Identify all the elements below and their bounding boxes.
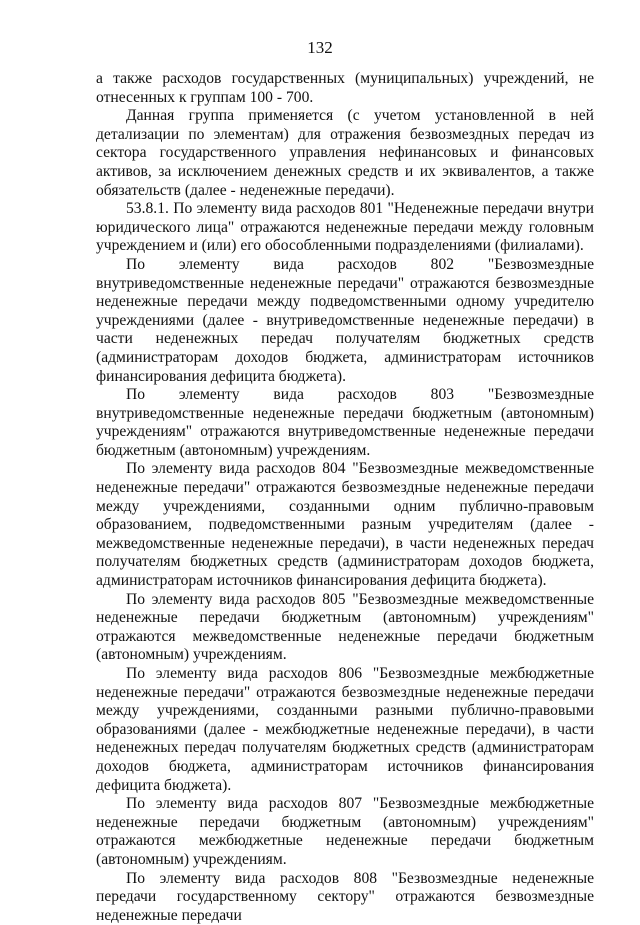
paragraph-804: По элементу вида расходов 804 "Безвозмездные межведомственные неденежные передачи" отражаются безвозмездные неденежные передачи между учреждениями, созданными одним публично-правовым образованием, подведомственными разным учредителям (далее - межведомственные неденежные передачи), в части неденежных передач получателям бюджетных средств (администраторам доходов бюджета, администраторам источников финансирования дефицита бюджета).: [96, 460, 594, 590]
paragraph-802: По элементу вида расходов 802 "Безвозмездные внутриведомственные неденежные передачи" отражаются безвозмездные неденежные передачи между подведомственными одному учредителю учреждениями (далее - внутриведомственные неденежные передачи) в части неденежных передач получателям бюджетных средств (администраторам доходов бюджета, администраторам источников финансирования дефицита бюджета).: [96, 255, 594, 385]
paragraph-806: По элементу вида расходов 806 "Безвозмездные межбюджетные неденежные передачи" отражаются безвозмездные неденежные передачи между учреждениями, созданными разными публично-правовыми образованиями (далее - межбюджетные неденежные передачи), в части неденежных передач получателям бюджетных средств (администраторам доходов бюджета, администраторам источников финансирования дефицита бюджета).: [96, 665, 594, 794]
document-body: [96, 70, 594, 925]
paragraph-803: По элементу вида расходов 803 "Безвозмездные внутриведомственные неденежные передачи бюджетным (автономным) учреждениям" отражаются внутриведомственные неденежные передачи бюджетным (автономным) учреждениям.: [96, 386, 594, 459]
paragraph-808: По элементу вида расходов 808 "Безвозмездные неденежные передачи государственному сектору" отражаются безвозмездные неденежные передачи: [96, 869, 594, 924]
page-number: 132: [307, 38, 333, 57]
paragraph-continuation: а также расходов государственных (муниципальных) учреждений, не отнесенных к группам 100 - 700.: [96, 70, 594, 106]
paragraph-807: По элементу вида расходов 807 "Безвозмездные межбюджетные неденежные передачи бюджетным (автономным) учреждениям" отражаются межбюджетные неденежные передачи бюджетным (автономным) учреждениям.: [96, 795, 594, 868]
paragraph-805: По элементу вида расходов 805 "Безвозмездные межведомственные неденежные передачи бюджетным (автономным) учреждениям" отражаются межведомственные неденежные передачи бюджетным (автономным) учреждениям.: [96, 590, 594, 664]
paragraph-group-description: Данная группа применяется (с учетом установленной в ней детализации по элементам) для отражения безвозмездных передач из сектора государственного управления нефинансовых и финансовых активов, за исключением денежных средств и их эквивалентов, а также обязательств (далее - неденежные передачи).: [96, 107, 594, 199]
paragraph-801: 53.8.1. По элементу вида расходов 801 "Неденежные передачи внутри юридического лица" отражаются неденежные передачи между головным учреждением и (или) его обособленными подразделениями (филиалами).: [96, 200, 594, 255]
